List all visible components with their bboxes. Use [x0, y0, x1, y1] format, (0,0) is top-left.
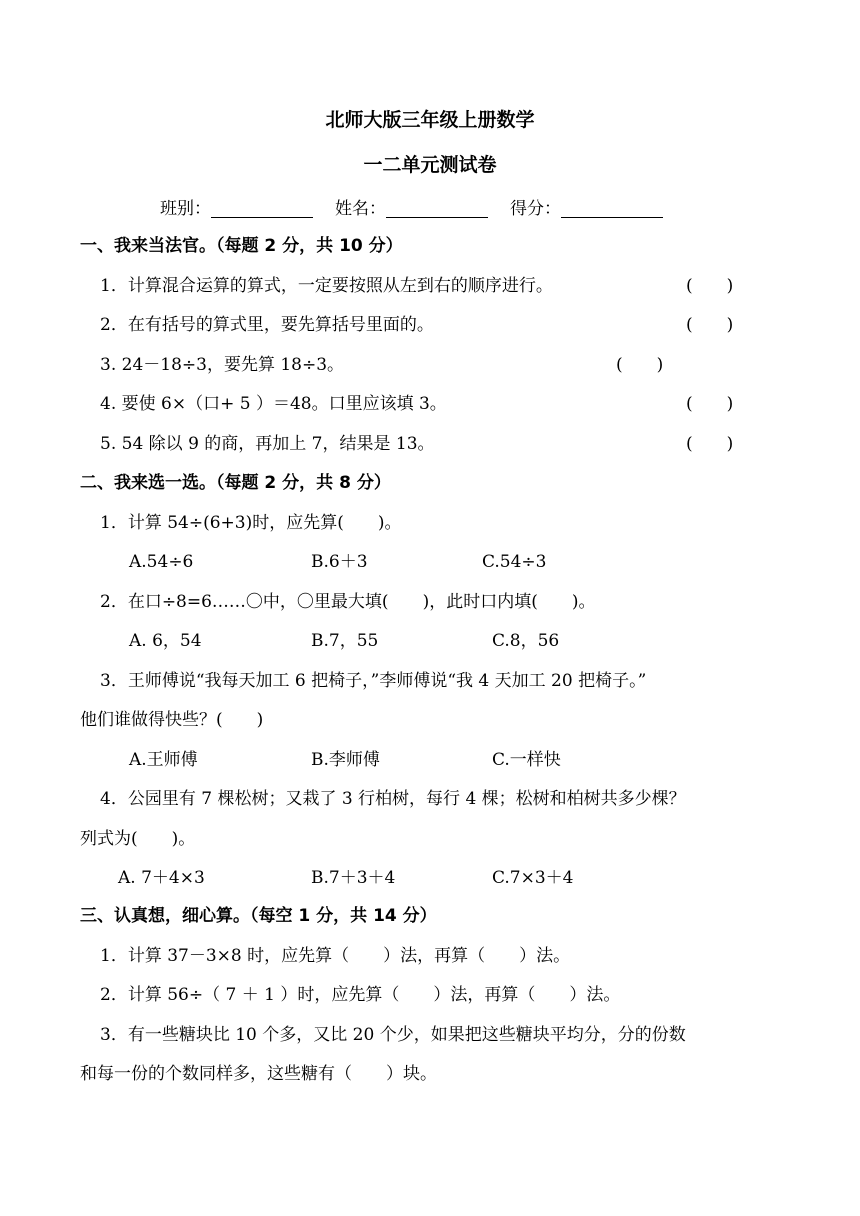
student-info-fields: [160, 198, 685, 220]
s2-q4-stem-line2: 列式为( )。: [80, 829, 196, 849]
s2-q4-option-b[interactable]: B.7＋3＋4: [311, 868, 396, 888]
section1-heading: 一、我来当法官。（每题 2 分，共 10 分）: [80, 236, 403, 256]
s2-q4-stem-line1: 4．公园里有 7 棵松树；又栽了 3 行柏树，每行 4 棵；松树和柏树共多少棵？: [100, 789, 686, 809]
s2-q2-option-b[interactable]: B.7，55: [311, 631, 379, 651]
score-label: 得分：: [510, 199, 561, 219]
s2-q3-option-c[interactable]: C.一样快: [492, 750, 561, 770]
exam-subtitle: 一二单元测试卷: [363, 154, 497, 176]
s1-q5-answer-blank[interactable]: ( ): [686, 434, 734, 454]
exam-title: 北师大版三年级上册数学: [325, 109, 535, 131]
s1-q3-text: 3. 24－18÷3，要先算 18÷3。: [100, 355, 345, 375]
s1-q4-answer-blank[interactable]: ( ): [686, 394, 734, 414]
score-blank[interactable]: [561, 199, 663, 218]
s2-q3-stem-line2: 他们谁做得快些？( ): [80, 710, 264, 730]
s1-q5-text: 5. 54 除以 9 的商，再加上 7，结果是 13。: [100, 434, 435, 454]
s1-q3-answer-blank[interactable]: ( ): [616, 355, 664, 375]
s2-q2-option-a[interactable]: A. 6，54: [129, 631, 202, 651]
s2-q3-option-b[interactable]: B.李师傅: [311, 750, 380, 770]
s1-q2-answer-blank[interactable]: ( ): [686, 315, 734, 335]
class-blank[interactable]: [211, 199, 313, 218]
s3-q3-text-line2: 和每一份的个数同样多，这些糖有（ ）块。: [80, 1064, 437, 1084]
s2-q3-option-a[interactable]: A.王师傅: [129, 750, 198, 770]
name-label: 姓名：: [335, 199, 386, 219]
s1-q4-text: 4. 要使 6×（口+ 5 ）＝48。口里应该填 3。: [100, 394, 447, 414]
s1-q1-text: 1．计算混合运算的算式，一定要按照从左到右的顺序进行。: [100, 276, 553, 296]
section3-heading: 三、认真想，细心算。（每空 1 分，共 14 分）: [80, 906, 437, 926]
s3-q2-text: 2．计算 56÷（ 7 ＋ 1 ）时，应先算（ ）法，再算（ ）法。: [100, 985, 621, 1005]
name-blank[interactable]: [386, 199, 488, 218]
s1-q1-answer-blank[interactable]: ( ): [686, 276, 734, 296]
s3-q1-text: 1．计算 37－3×8 时，应先算（ ）法，再算（ ）法。: [100, 946, 571, 966]
s2-q1-option-a[interactable]: A.54÷6: [129, 552, 194, 572]
s2-q1-option-c[interactable]: C.54÷3: [482, 552, 547, 572]
s2-q1-option-b[interactable]: B.6＋3: [311, 552, 368, 572]
s3-q3-text-line1: 3．有一些糖块比 10 个多，又比 20 个少，如果把这些糖块平均分，分的份数: [100, 1025, 686, 1045]
class-label: 班别：: [160, 199, 211, 219]
s2-q3-stem-line1: 3．王师傅说“我每天加工 6 把椅子，”李师傅说“我 4 天加工 20 把椅子。”: [100, 671, 647, 691]
s2-q4-option-c[interactable]: C.7×3＋4: [492, 868, 574, 888]
section2-heading: 二、我来选一选。（每题 2 分，共 8 分）: [80, 473, 391, 493]
s2-q2-option-c[interactable]: C.8，56: [492, 631, 560, 651]
s2-q4-option-a[interactable]: A. 7＋4×3: [118, 868, 205, 888]
s1-q2-text: 2．在有括号的算式里，要先算括号里面的。: [100, 315, 434, 335]
s2-q1-stem: 1．计算 54÷(6+3)时，应先算( )。: [100, 513, 402, 533]
s2-q2-stem: 2．在口÷8=6……〇中，〇里最大填( )，此时口内填( )。: [100, 592, 596, 612]
